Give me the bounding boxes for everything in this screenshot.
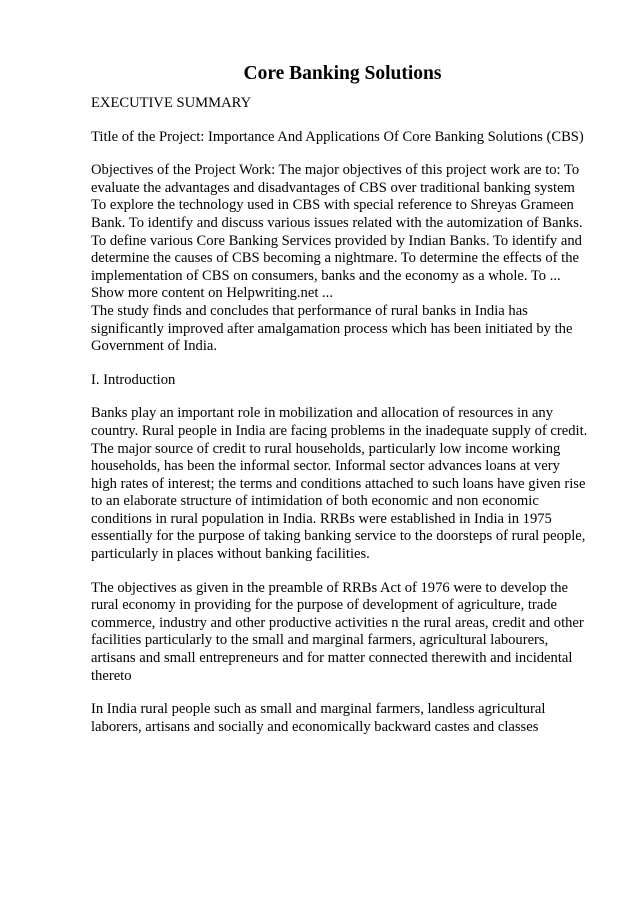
text-line: Government of India. [91,338,218,355]
text-line: thereto [91,667,132,684]
text-line: Bank. To identify and discuss various issues related with the automization of Banks. [91,214,583,231]
document-content [91,62,591,752]
text-line: artisans and small entrepreneurs and for matter connected therewith and incidental [91,650,573,667]
text-line: conditions in rural population in India. RRBs were established in India in 1975 [91,510,552,527]
text-line: households, has been the informal sector. Informal sector advances loans at very [91,458,560,475]
text-line: Banks play an important role in mobilization and allocation of resources in any [91,405,554,422]
text-line: determine the causes of CBS becoming a nightmare. To determine the effects of the [91,250,579,267]
text-line: The objectives as given in the preamble of RRBs Act of 1976 were to develop the [91,579,569,596]
text-line: particularly in places without banking facilities. [91,546,370,563]
text-line: commerce, industry and other productive activities n the rural areas, credit and other [91,614,584,631]
text-line: facilities particularly to the small and marginal farmers, agricultural labourers, [91,632,549,649]
text-line: evaluate the advantages and disadvantages of CBS over traditional banking system [91,179,575,196]
rrb-objectives-paragraph [91,580,591,686]
study-findings-paragraph [91,303,591,356]
text-line: significantly improved after amalgamation process which has been initiated by the [91,320,573,337]
text-line: laborers, artisans and socially and economically backward castes and classes [91,718,539,735]
text-line: rural economy in providing for the purpose of development of agriculture, trade [91,597,558,614]
show-more-link[interactable]: Show more content on Helpwriting.net ... [91,285,333,302]
introduction-heading: I. Introduction [91,371,176,388]
text-line: country. Rural people in India are facing problems in the inadequate supply of credit. [91,422,588,439]
text-line: To define various Core Banking Services provided by Indian Banks. To identify and [91,232,582,249]
text-line: to an elaborate structure of intimidation of both economic and non economic [91,493,539,510]
text-line: The major source of credit to rural households, particularly low income working [91,440,561,457]
document-title: Core Banking Solutions [243,63,442,84]
banks-paragraph [91,405,591,563]
text-line: high rates of interest; the terms and conditions attached to such loans have given rise [91,475,586,492]
text-line: Objectives of the Project Work: The major objectives of this project work are to: To [91,162,580,179]
project-title-line: Title of the Project: Importance And Applications Of Core Banking Solutions (CBS) [91,128,584,145]
text-line: In India rural people such as small and marginal farmers, landless agricultural [91,701,546,718]
objectives-paragraph [91,162,591,303]
rural-people-paragraph [91,701,591,736]
text-line: The study finds and concludes that performance of rural banks in India has [91,302,528,319]
text-line: To explore the technology used in CBS with special reference to Shreyas Grameen [91,197,574,214]
text-line: implementation of CBS on consumers, banks and the economy as a whole. To ... [91,267,561,284]
text-line: essentially for the purpose of taking banking service to the doorsteps of rural people, [91,528,586,545]
executive-summary-heading: EXECUTIVE SUMMARY [91,95,252,111]
